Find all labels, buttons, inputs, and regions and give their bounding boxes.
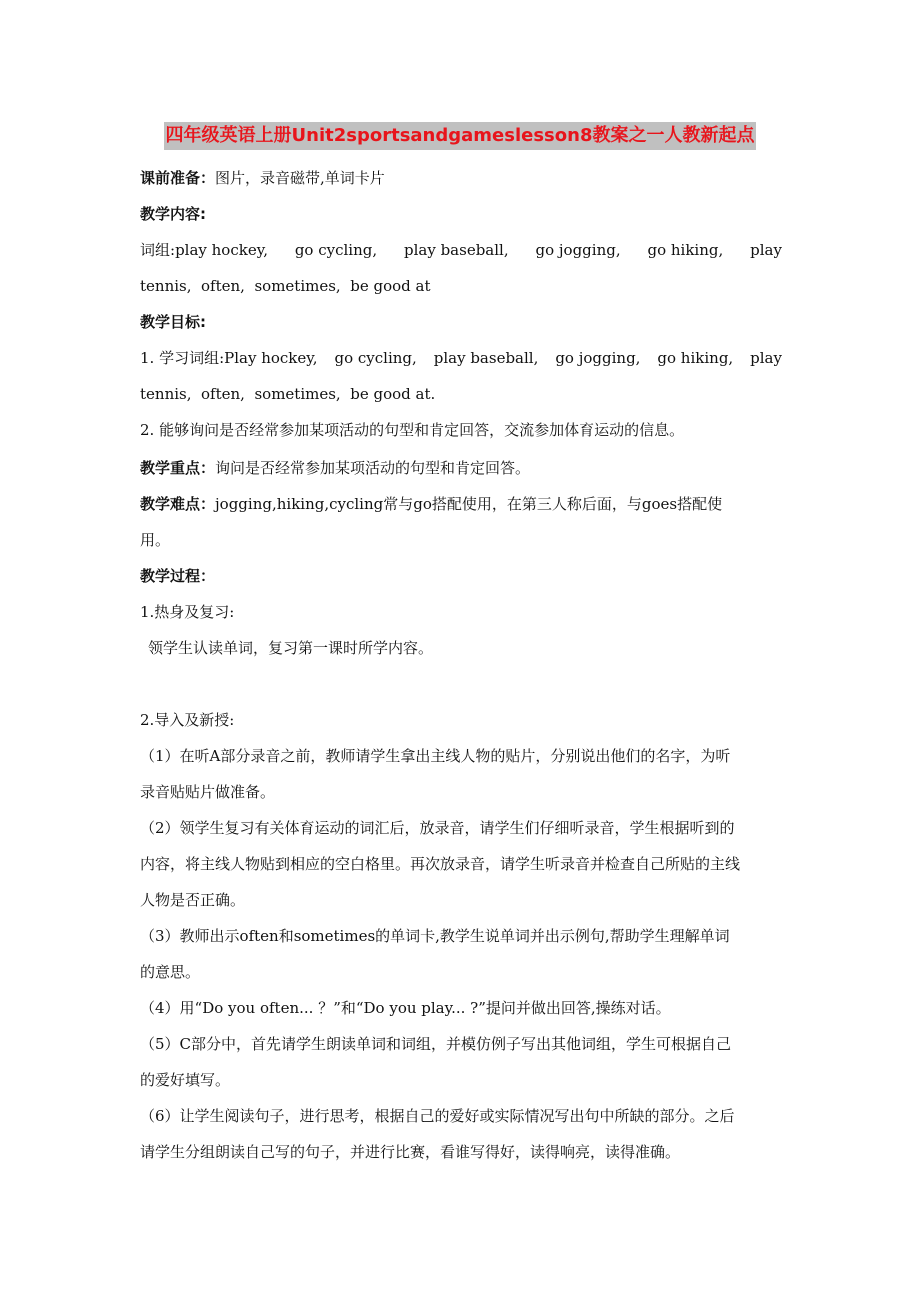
para-5-line2: 的爱好填写。 bbox=[140, 1071, 231, 1089]
para-1-line2: 录音贴贴片做准备。 bbox=[140, 783, 276, 801]
para-2-line1: （2）领学生复习有关体育运动的词汇后，放录音，请学生们仔细听录音，学生根据听到的 bbox=[140, 819, 735, 837]
para-6-line2: 请学生分组朗读自己写的句子，并进行比赛，看谁写得好，读得响亮，读得准确。 bbox=[140, 1143, 681, 1161]
prep-label: 课前准备： bbox=[140, 169, 216, 187]
difficulty-label: 教学难点： bbox=[140, 495, 216, 513]
para-3-line1: （3）教师出示often和sometimes的单词卡,教学生说单词并出示例句,帮助学生理解单词 bbox=[140, 927, 730, 945]
goal-phrase: go hiking, bbox=[657, 349, 734, 367]
difficulty-line2: 用。 bbox=[140, 531, 171, 549]
document-title: 四年级英语上册Unit2sportsandgameslesson8教案之一人教新起点 bbox=[164, 122, 757, 150]
phrase-prefix: 词组: bbox=[140, 241, 176, 259]
phrase-item: go jogging, bbox=[535, 241, 621, 259]
content-label: 教学内容: bbox=[140, 205, 206, 223]
para-4: （4）用“Do you often... ？”和“Do you play... ?”提问并做出回答,操练对话。 bbox=[140, 999, 671, 1017]
para-2-line3: 人物是否正确。 bbox=[140, 891, 246, 909]
step-1-text: 领学生认读单词，复习第一课时所学内容。 bbox=[148, 639, 434, 657]
goal-1-line2: tennis, often, sometimes, be good at. bbox=[140, 385, 436, 403]
difficulty-text: jogging,hiking,cycling常与go搭配使用，在第三人称后面，与goes搭配使 bbox=[215, 495, 723, 513]
goals-label: 教学目标: bbox=[140, 313, 206, 331]
para-1-line1: （1）在听A部分录音之前，教师请学生拿出主线人物的贴片，分别说出他们的名字，为听 bbox=[140, 747, 731, 765]
para-5-line1: （5）C部分中，首先请学生朗读单词和词组，并模仿例子写出其他词组，学生可根据自己 bbox=[140, 1035, 732, 1053]
para-3-line2: 的意思。 bbox=[140, 963, 201, 981]
phrase-item: play baseball, bbox=[404, 241, 509, 259]
process-label: 教学过程： bbox=[140, 567, 216, 585]
step-1-title: 1.热身及复习: bbox=[140, 603, 235, 621]
prep-line bbox=[140, 168, 782, 188]
para-2-line2: 内容，将主线人物贴到相应的空白格里。再次放录音，请学生听录音并检查自己所贴的主线 bbox=[140, 855, 741, 873]
goal-phrase: go jogging, bbox=[555, 349, 641, 367]
para-6-line1: （6）让学生阅读句子，进行思考，根据自己的爱好或实际情况写出句中所缺的部分。之后 bbox=[140, 1107, 735, 1125]
step-2-title: 2.导入及新授: bbox=[140, 711, 235, 729]
goal-2: 2. 能够询问是否经常参加某项活动的句型和肯定回答，交流参加体育运动的信息。 bbox=[140, 421, 685, 439]
goal-phrase: play baseball, bbox=[433, 349, 539, 367]
difficulty-line1 bbox=[140, 494, 782, 514]
goal-phrase: play bbox=[750, 349, 782, 367]
key-point-text: 询问是否经常参加某项活动的句型和肯定回答。 bbox=[215, 459, 531, 477]
phrase-text: play hockey, bbox=[175, 241, 268, 259]
phrase-item: go hiking, bbox=[647, 241, 724, 259]
key-point-line bbox=[140, 458, 782, 478]
content-phrases-line1 bbox=[140, 240, 782, 260]
content-phrases-line2: tennis, often, sometimes, be good at bbox=[140, 277, 431, 295]
phrase-item: play bbox=[750, 241, 782, 259]
key-point-label: 教学重点： bbox=[140, 459, 216, 477]
goal-phrase: go cycling, bbox=[334, 349, 417, 367]
goal-phrase: 1. 学习词组:Play hockey, bbox=[140, 349, 318, 367]
phrase-item bbox=[140, 240, 268, 260]
prep-text: 图片，录音磁带,单词卡片 bbox=[215, 169, 385, 187]
phrase-item: go cycling, bbox=[294, 241, 378, 259]
title-row bbox=[0, 122, 920, 150]
goal-1-line1 bbox=[140, 348, 782, 368]
